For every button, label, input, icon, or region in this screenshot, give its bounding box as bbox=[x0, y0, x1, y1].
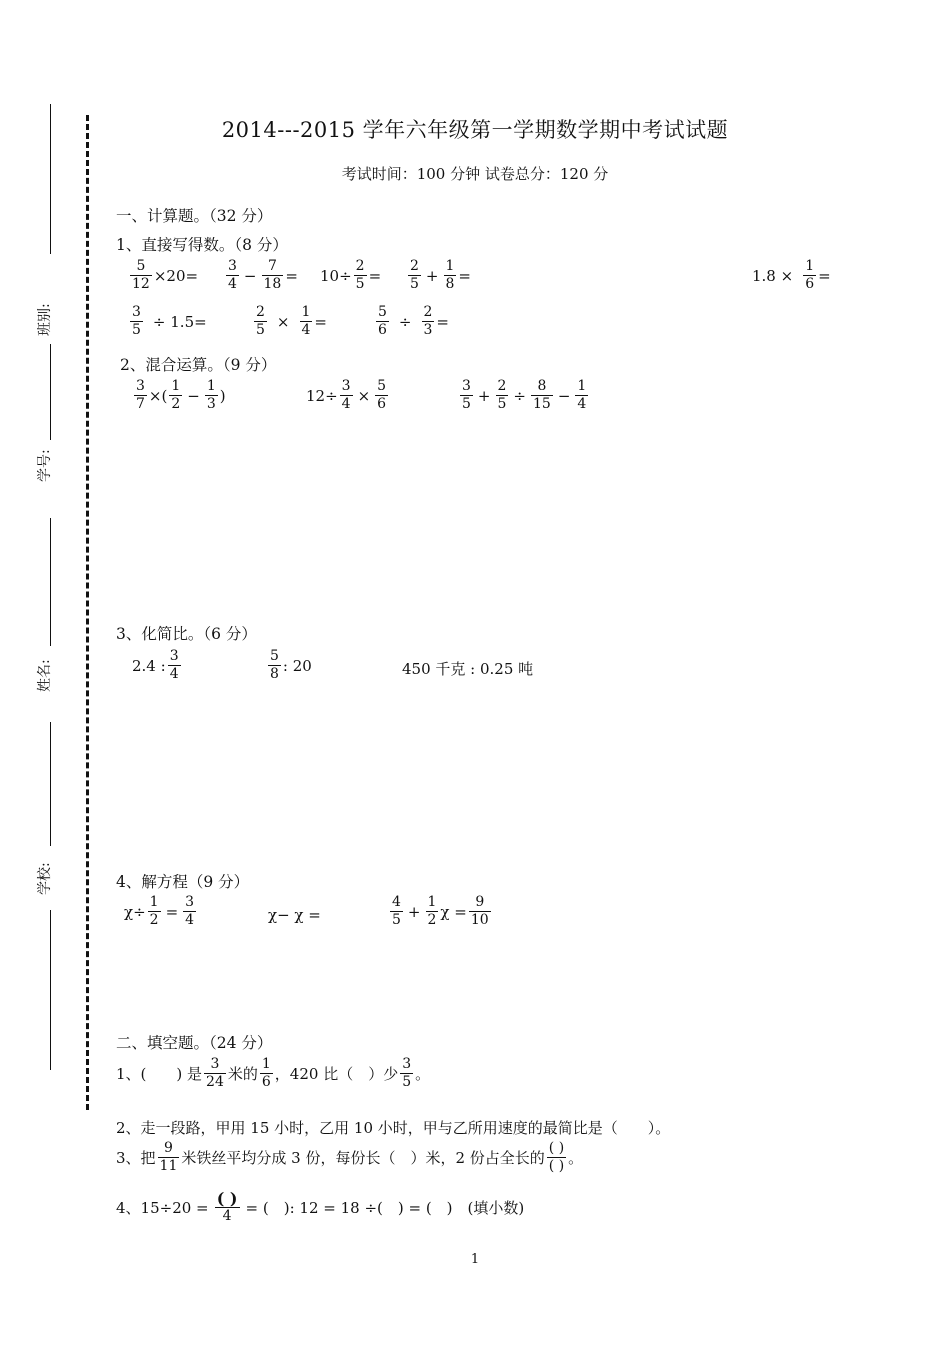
class-label: 班别: bbox=[37, 303, 53, 336]
q1-expr-3: 10÷ $\frac{2}{5}$ = bbox=[320, 258, 382, 292]
binding-line bbox=[50, 518, 51, 646]
binding-line bbox=[50, 344, 51, 440]
name-label: 姓名: bbox=[37, 659, 53, 692]
q4-equation-3: $\frac{4}{5}$ + $\frac{1}{2}$ χ = $\frac{9}{10}$ bbox=[392, 894, 489, 928]
exam-info: 考试时间：100 分钟 试卷总分：120 分 bbox=[341, 165, 609, 183]
school-label: 学校: bbox=[37, 862, 53, 895]
q3-expr-2: $\frac{5}{8}$ : 20 bbox=[270, 648, 312, 682]
q1-expr-7: $\frac{2}{5}$ × $\frac{1}{4}$ = bbox=[256, 304, 327, 338]
q1-expr-5: 1.8 × $\frac{1}{6}$ = bbox=[752, 258, 831, 292]
page-title: 2014---2015 学年六年级第一学期数学期中考试试题 bbox=[221, 118, 729, 142]
student-number-label: 学号: bbox=[37, 449, 53, 482]
q4-equation-1: χ÷ $\frac{1}{2}$ = $\frac{3}{4}$ bbox=[124, 894, 195, 928]
q2-heading: 2、混合运算。（9 分） bbox=[120, 356, 277, 374]
fill-question-3: 3、把 $\frac{9}{11}$ 米铁丝平均分成 3 份，每份长（ ）米，2 份占全长的 $\frac{( )}{( )}$ 。 bbox=[116, 1140, 584, 1174]
binding-line bbox=[50, 722, 51, 846]
q1-expr-1: $\frac{5}{12}$ ×20= bbox=[132, 258, 199, 292]
page-number: 1 bbox=[470, 1252, 480, 1267]
dashed-cut-line bbox=[86, 115, 89, 1110]
q1-expr-4: $\frac{2}{5}$ + $\frac{1}{8}$ = bbox=[410, 258, 471, 292]
q2-expr-2: 12÷ $\frac{3}{4}$ × $\frac{5}{6}$ bbox=[306, 378, 387, 412]
fill-question-4: 4、15÷20 = $\frac{( )}{4}$ = ( ): 12 = 18 ÷( ) = ( ) (填小数) bbox=[116, 1189, 525, 1224]
q4-equation-2: χ− χ = bbox=[268, 906, 321, 924]
section1-heading: 一、计算题。（32 分） bbox=[116, 207, 273, 225]
q1-expr-2: $\frac{3}{4}$ − $\frac{7}{18}$ = bbox=[228, 258, 298, 292]
q1-heading: 1、直接写得数。（8 分） bbox=[116, 236, 288, 254]
q4-heading: 4、解方程（9 分） bbox=[116, 873, 250, 891]
q1-expr-8: $\frac{5}{6}$ ÷ $\frac{2}{3}$ = bbox=[378, 304, 449, 338]
binding-line bbox=[50, 910, 51, 1070]
q3-heading: 3、化简比。（6 分） bbox=[116, 625, 257, 643]
q3-expr-1: 2.4 : $\frac{3}{4}$ bbox=[132, 648, 179, 682]
fill-question-2: 2、走一段路，甲用 15 小时，乙用 10 小时，甲与乙所用速度的最简比是（ ）。 bbox=[116, 1119, 671, 1137]
section2-heading: 二、填空题。（24 分） bbox=[116, 1034, 273, 1052]
q2-expr-1: $\frac{3}{7}$ ×( $\frac{1}{2}$ − $\frac{1}{3}$ ) bbox=[136, 378, 226, 412]
q3-expr-3: 450 千克 : 0.25 吨 bbox=[402, 660, 534, 678]
q1-expr-6: $\frac{3}{5}$ ÷ 1.5= bbox=[132, 304, 207, 338]
fill-question-1: 1、( ) 是 $\frac{3}{24}$ 米的 $\frac{1}{6}$ ，420 比（ ）少 $\frac{3}{5}$ 。 bbox=[116, 1056, 431, 1090]
q2-expr-3: $\frac{3}{5}$ + $\frac{2}{5}$ ÷ $\frac{8}{15}$ − $\frac{1}{4}$ bbox=[462, 378, 587, 412]
